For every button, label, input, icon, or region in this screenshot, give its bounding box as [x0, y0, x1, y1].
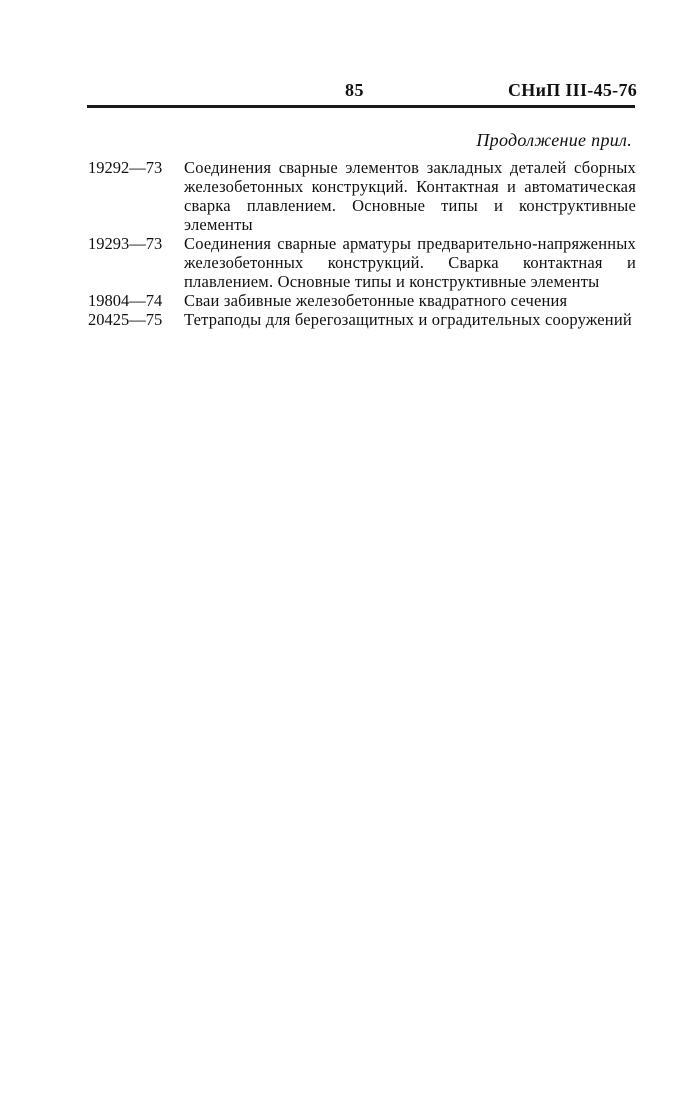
continuation-label: Продолжение прил. [476, 130, 632, 150]
list-item [88, 234, 636, 291]
header-divider [87, 105, 635, 108]
list-item [88, 310, 636, 329]
page-number: 85 [345, 80, 364, 100]
list-item [88, 158, 636, 234]
standard-title: Соединения сварные арматуры предварительно-напряженных железобетонных конструкций. Сварка контактная и плавлением. Основные типы и конструктивные элементы [184, 234, 636, 291]
standard-code: 19804—74 [88, 291, 163, 310]
standard-title: Тетраподы для берегозащитных и оградительных сооружений [184, 310, 632, 329]
standard-title: Соединения сварные элементов закладных деталей сборных железобетонных конструкций. Контактная и автоматическая сварка плавлением. Основные типы и конструктивные элементы [184, 158, 636, 234]
list-item [88, 291, 636, 310]
standard-title: Сваи забивные железобетонные квадратного сечения [184, 291, 568, 310]
standards-list [88, 158, 636, 329]
standard-code: 20425—75 [88, 310, 163, 329]
standard-code: 19293—73 [88, 234, 163, 253]
document-code: СНиП III-45-76 [508, 80, 638, 100]
standard-code: 19292—73 [88, 158, 163, 177]
